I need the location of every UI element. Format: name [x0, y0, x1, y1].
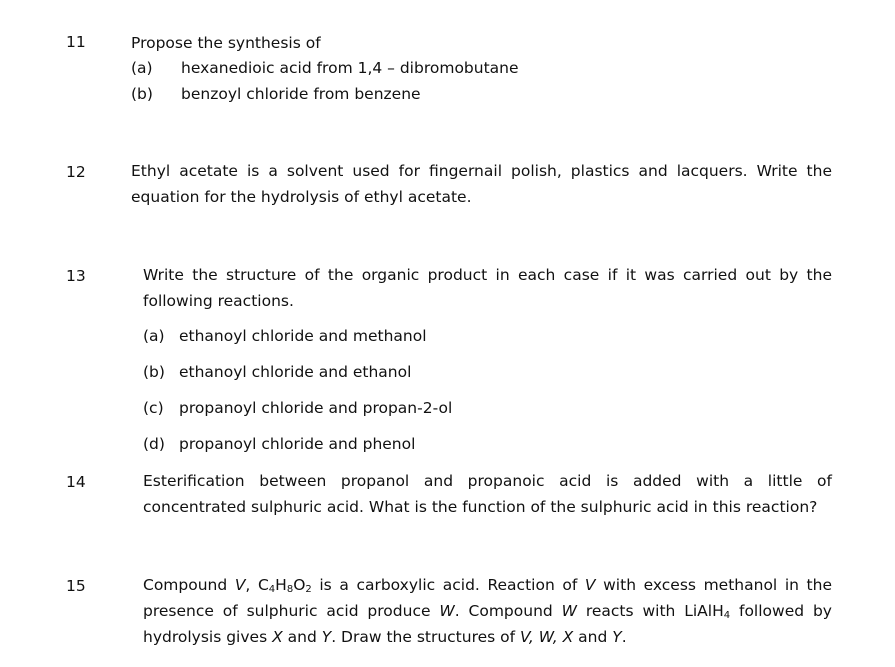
text: O	[293, 576, 306, 594]
option-text: benzoyl chloride from benzene	[181, 85, 421, 103]
variable: W	[439, 602, 455, 620]
subscript: 8	[286, 584, 294, 595]
option-c	[143, 399, 452, 417]
subscript: 2	[305, 584, 312, 595]
question-number: 15	[66, 577, 86, 595]
variable: V	[584, 576, 596, 594]
variable: V	[234, 576, 246, 594]
text: . Draw the structures of	[331, 628, 521, 646]
option-label: (a)	[143, 327, 165, 345]
option-d	[143, 435, 415, 453]
variable: Y	[321, 628, 332, 646]
question-text	[143, 572, 832, 650]
option-a	[131, 59, 519, 77]
option-text: ethanoyl chloride and methanol	[179, 327, 427, 345]
option-label: (a)	[131, 59, 153, 77]
text: is a carboxylic acid. Reaction of	[311, 576, 585, 594]
question-text: Esterification between propanol and propanoic acid is added with a little of concentrated sulphuric acid. What is the function of the sulphuric acid in this reaction?	[143, 472, 832, 516]
option-label: (c)	[143, 399, 164, 417]
question-stem: Write the structure of the organic product in each case if it was carried out by the following reactions.	[143, 266, 832, 310]
variable: W	[561, 602, 577, 620]
text: , C	[245, 576, 269, 594]
option-a	[143, 327, 427, 345]
subscript: 4	[723, 610, 731, 621]
variable: X	[272, 628, 283, 646]
variable: Y	[612, 628, 622, 646]
subscript: 4	[268, 584, 276, 595]
option-text: propanoyl chloride and phenol	[179, 435, 416, 453]
question-text: Ethyl acetate is a solvent used for fingernail polish, plastics and lacquers. Write the equation for the hydrolysis of ethyl acetate.	[131, 162, 832, 206]
question-number: 12	[66, 163, 86, 181]
text: with excess methanol in the presence of sulphuric acid produce	[143, 576, 832, 620]
question-stem: Propose the synthesis of	[131, 34, 321, 52]
text: and	[282, 628, 322, 646]
option-label: (b)	[131, 85, 153, 103]
question-number: 13	[66, 267, 86, 285]
question-number: 11	[66, 33, 86, 51]
text: Compound	[143, 576, 235, 594]
text: H	[275, 576, 287, 594]
option-b	[143, 363, 411, 381]
text: reacts with LiAlH	[576, 602, 724, 620]
option-b	[131, 85, 421, 103]
text: . Compound	[454, 602, 562, 620]
option-label: (b)	[143, 363, 165, 381]
question-number: 14	[66, 473, 86, 491]
option-text: propanoyl chloride and propan-2-ol	[179, 399, 453, 417]
text: followed by hydrolysis gives	[143, 602, 832, 646]
option-text: hexanedioic acid from 1,4 – dibromobutane	[181, 59, 519, 77]
option-label: (d)	[143, 435, 165, 453]
variable: V, W, X	[520, 628, 574, 646]
option-text: ethanoyl chloride and ethanol	[179, 363, 412, 381]
text: .	[621, 628, 627, 646]
text: and	[573, 628, 613, 646]
